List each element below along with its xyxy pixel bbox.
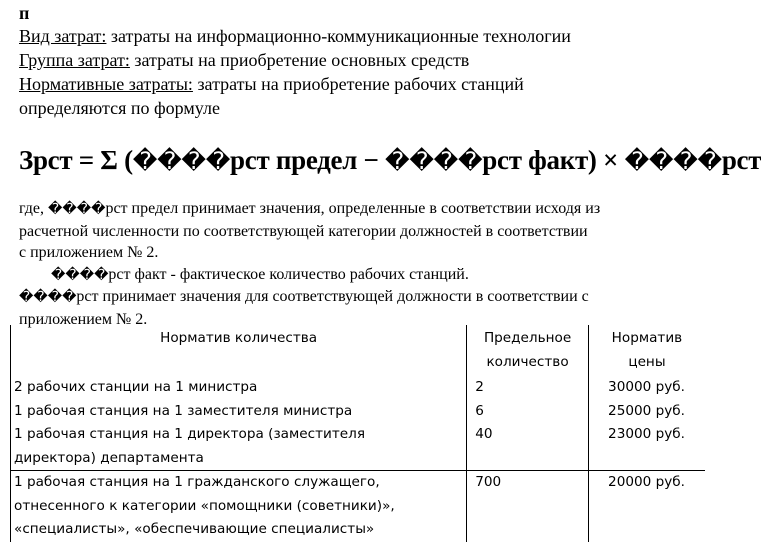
header-limit-quantity-line2: количество (486, 353, 569, 370)
table-row (11, 376, 706, 400)
header-limit-quantity (467, 325, 589, 376)
explanation-symbol: ���� (51, 266, 109, 283)
cost-type-label: Вид затрат: (19, 26, 107, 46)
formula-term-3: рст (721, 145, 761, 175)
formula-lhs: Зрст = Σ ( (19, 145, 133, 175)
cell-price-norm: 25000 руб. (588, 400, 705, 424)
header-quantity-norm: Норматив количества (11, 325, 467, 376)
header-price-norm-line2: цены (628, 353, 666, 370)
cell-quantity-norm-line: 1 рабочая станция на 1 гражданского служащего, (14, 474, 380, 490)
cell-limit-quantity: 6 (467, 400, 589, 424)
header-price-norm (588, 325, 705, 376)
explanation-text: рст принимает значения для соответствующей должности в соответствии с (76, 288, 589, 305)
explanation-line: с приложением № 2. (19, 244, 159, 261)
cell-price-norm: 20000 руб. (588, 471, 705, 542)
norm-costs-label: Нормативные затраты: (19, 74, 193, 94)
cell-quantity-norm (11, 423, 467, 471)
explanation-line: приложением № 2. (19, 310, 148, 328)
norm-costs-line (19, 72, 709, 96)
norm-costs-continuation: определяются по формуле (19, 98, 220, 118)
cell-quantity-norm (11, 471, 467, 542)
explanation-line (19, 264, 709, 287)
formula-explanation (19, 198, 709, 330)
explanation-symbol: ���� (19, 289, 77, 305)
cell-price-norm: 23000 руб. (588, 423, 705, 471)
explanation-line (19, 286, 709, 309)
norm-costs-value: затраты на приобретение рабочих станций (192, 74, 524, 94)
formula-term-1: рст предел − (230, 145, 386, 175)
table-row (11, 423, 706, 471)
cost-group-label: Группа затрат: (19, 50, 130, 70)
cell-quantity-norm-line: «специалисты», «обеспечивающие специалисты» (14, 521, 375, 537)
cell-limit-quantity: 2 (467, 376, 589, 400)
document-header (19, 2, 709, 120)
cell-limit-quantity: 700 (467, 471, 589, 542)
header-price-norm-line1: Норматив (611, 330, 683, 346)
cost-formula (19, 142, 761, 179)
page-marker: п (19, 3, 30, 23)
explanation-text: рст предел принимает значения, определенные в соответствии исходя из (105, 200, 601, 217)
cost-type-value: затраты на информационно-коммуникационные технологии (106, 26, 571, 46)
explanation-prefix: где, (19, 200, 49, 217)
cell-limit-quantity: 40 (467, 423, 589, 471)
cell-quantity-norm (11, 400, 467, 424)
cell-quantity-norm-line: 2 рабочих станции на 1 министра (14, 379, 258, 395)
cost-type-line (19, 24, 709, 48)
explanation-line: расчетной численности по соответствующей категории должностей в соответствии (19, 222, 588, 240)
cell-price-norm: 30000 руб. (588, 376, 705, 400)
table-row (11, 471, 706, 542)
explanation-line (19, 198, 709, 221)
cell-quantity-norm (11, 376, 467, 400)
cost-group-value: затраты на приобретение основных средств (129, 50, 470, 70)
cell-quantity-norm-line: отнесенного к категории «помощники (советники)», (14, 497, 395, 514)
table-body (11, 376, 706, 542)
table-row (11, 400, 706, 424)
formula-missing-glyph-3: ���� (624, 147, 722, 175)
cell-quantity-norm-line: 1 рабочая станция на 1 заместителя министра (14, 402, 353, 419)
norms-table (10, 325, 705, 542)
explanation-text: рст факт - фактическое количество рабочих станций. (108, 265, 469, 283)
header-limit-quantity-line1: Предельное (483, 330, 572, 346)
formula-missing-glyph-2: ���� (385, 147, 483, 175)
table-header-row (11, 325, 706, 376)
cost-group-line (19, 48, 709, 72)
cell-quantity-norm-line: 1 рабочая станция на 1 директора (заместителя (14, 426, 366, 442)
cell-quantity-norm-line: директора) департамента (14, 449, 204, 466)
formula-missing-glyph-1: ���� (132, 147, 231, 175)
explanation-symbol: ���� (48, 201, 106, 217)
formula-term-2: рст факт) × (482, 145, 625, 175)
